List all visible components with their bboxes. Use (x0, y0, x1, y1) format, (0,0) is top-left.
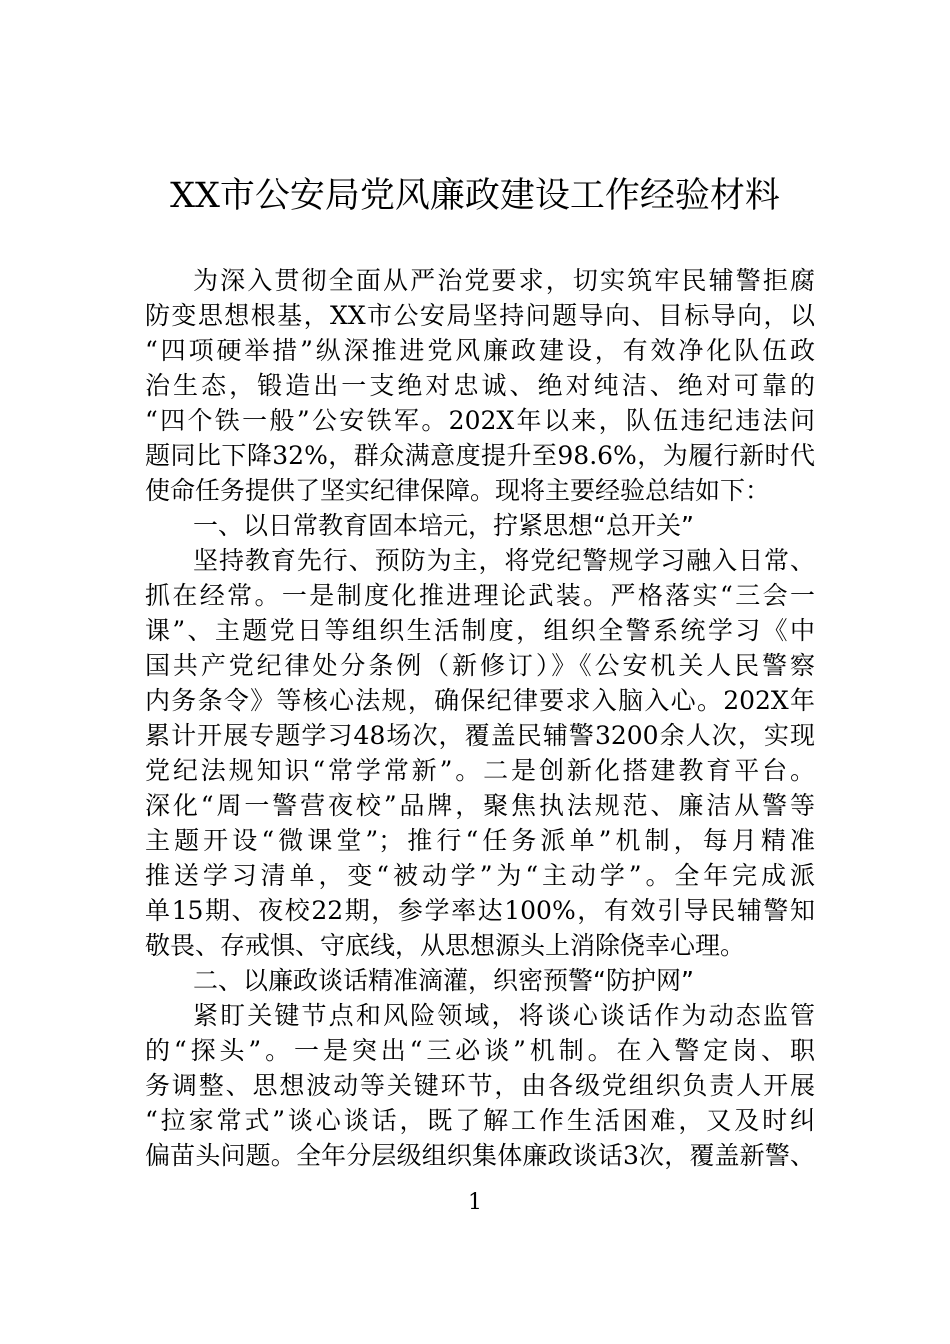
text-line: “四项硬举措”纵深推进党风廉政建设，有效净化队伍政 (145, 336, 815, 365)
text-line: 主题开设“微课堂”；推行“任务派单”机制，每月精准 (145, 826, 815, 855)
text-line: 内务条令》等核心法规，确保纪律要求入脑入心。202X年 (145, 686, 815, 715)
section-2 (145, 963, 815, 1173)
document-title: XX市公安局党风廉政建设工作经验材料 (170, 176, 780, 216)
text-line: “拉家常式”谈心谈话，既了解工作生活困难，又及时纠 (145, 1106, 815, 1135)
text-line: 深化“周一警营夜校”品牌，聚焦执法规范、廉洁从警等 (145, 791, 815, 820)
text-line: 单15期、夜校22期，参学率达100%，有效引导民辅警知 (145, 896, 815, 925)
section-heading: 一、以日常教育固本培元，拧紧思想“总开关” (193, 511, 694, 540)
text-line: 题同比下降32%，群众满意度提升至98.6%，为履行新时代 (145, 441, 815, 470)
section-1 (145, 508, 815, 963)
text-line: 的“探头”。一是突出“三必谈”机制。在入警定岗、职 (145, 1036, 815, 1065)
text-line: 使命任务提供了坚实纪律保障。现将主要经验总结如下： (145, 476, 771, 505)
text-line: 抓在经常。一是制度化推进理论武装。严格落实“三会一 (145, 581, 815, 610)
text-line: 党纪法规知识“常学常新”。二是创新化搭建教育平台。 (145, 756, 815, 785)
text-line: 防变思想根基，XX市公安局坚持问题导向、目标导向，以 (145, 301, 815, 330)
text-line: 坚持教育先行、预防为主，将党纪警规学习融入日常、 (193, 546, 815, 575)
document-body (145, 263, 815, 1173)
text-line: 务调整、思想波动等关键环节，由各级党组织负责人开展 (145, 1071, 815, 1100)
intro-paragraph (145, 263, 815, 508)
text-line: 敬畏、存戒惧、守底线，从思想源头上消除侥幸心理。 (145, 931, 746, 960)
text-line: 累计开展专题学习48场次，覆盖民辅警3200余人次，实现 (145, 721, 815, 750)
text-line: 紧盯关键节点和风险领域，将谈心谈话作为动态监管 (193, 1001, 815, 1030)
text-line: 为深入贯彻全面从严治党要求，切实筑牢民辅警拒腐 (193, 266, 815, 295)
text-line: 国共产党纪律处分条例（新修订）》《公安机关人民警察 (145, 651, 815, 680)
text-line: 偏苗头问题。全年分层级组织集体廉政谈话3次，覆盖新警、 (145, 1141, 815, 1170)
page-number: 1 (468, 1190, 482, 1215)
section-heading: 二、以廉政谈话精准滴灌，织密预警“防护网” (193, 966, 694, 995)
text-line: “四个铁一般”公安铁军。202X年以来，队伍违纪违法问 (145, 406, 815, 435)
text-line: 治生态，锻造出一支绝对忠诚、绝对纯洁、绝对可靠的 (145, 371, 815, 400)
text-line: 课”、主题党日等组织生活制度，组织全警系统学习《中 (145, 616, 815, 645)
text-line: 推送学习清单，变“被动学”为“主动学”。全年完成派 (145, 861, 815, 890)
